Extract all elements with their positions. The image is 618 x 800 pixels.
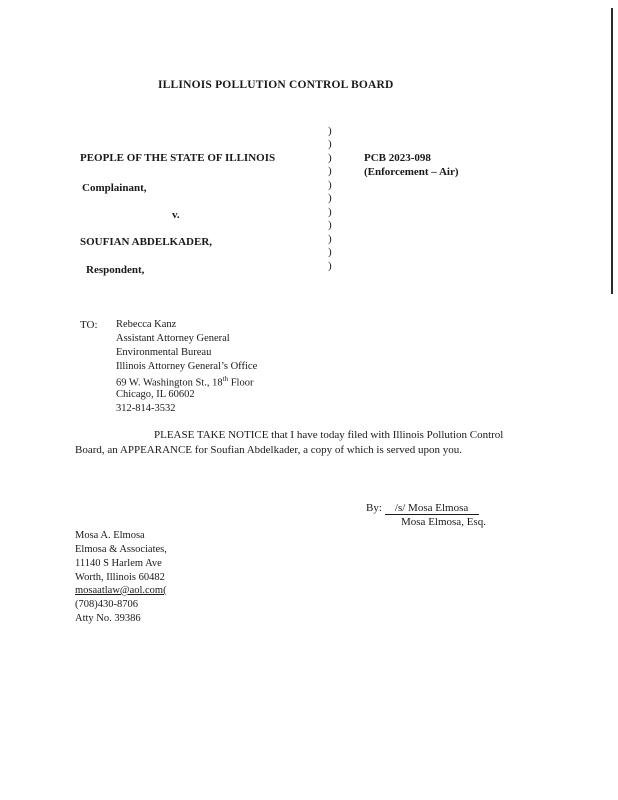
caption-paren: ) (328, 219, 332, 231)
attorney-phone: (708)430-8706 (75, 599, 138, 610)
notice-line-2: Board, an APPEARANCE for Soufian Abdelkader, a copy of which is served upon you. (75, 444, 462, 456)
recipient-title: Assistant Attorney General (116, 333, 230, 344)
notice-line-1: PLEASE TAKE NOTICE that I have today filed with Illinois Pollution Control (154, 429, 504, 441)
attorney-street: 11140 S Harlem Ave (75, 558, 162, 569)
caption-paren: ) (328, 260, 332, 272)
attorney-city: Worth, Illinois 60482 (75, 572, 165, 583)
caption-paren: ) (328, 125, 332, 137)
floor-text: Floor (228, 377, 254, 389)
to-label: TO: (80, 319, 98, 331)
recipient-phone: 312-814-3532 (116, 403, 176, 414)
scan-edge-line (611, 8, 613, 294)
signer-printed-name: Mosa Elmosa, Esq. (401, 516, 486, 528)
board-title: ILLINOIS POLLUTION CONTROL BOARD (158, 79, 394, 91)
defendant-role: Respondent, (86, 264, 145, 276)
signature-line (366, 502, 479, 515)
caption-paren: ) (328, 246, 332, 258)
e-signature-text: /s/ Mosa Elmosa (394, 502, 469, 514)
caption-paren: ) (328, 152, 332, 164)
caption-paren: ) (328, 206, 332, 218)
plaintiff-name: PEOPLE OF THE STATE OF ILLINOIS (80, 152, 276, 164)
case-number: PCB 2023-098 (364, 152, 431, 164)
recipient-street-text: 69 W. Washington St., 18 (116, 377, 223, 389)
caption-paren: ) (328, 138, 332, 150)
plaintiff-role: Complainant, (82, 182, 147, 194)
recipient-office: Illinois Attorney General’s Office (116, 361, 258, 372)
attorney-name: Mosa A. Elmosa (75, 530, 145, 541)
attorney-firm: Elmosa & Associates, (75, 544, 167, 555)
attorney-number: Atty No. 39386 (75, 613, 141, 624)
caption-paren: ) (328, 179, 332, 191)
attorney-email-link[interactable]: mosaatlaw@aol.com( (75, 585, 167, 596)
case-type: (Enforcement – Air) (364, 166, 459, 178)
recipient-city: Chicago, IL 60602 (116, 389, 195, 400)
caption-paren: ) (328, 233, 332, 245)
versus-label: v. (172, 209, 180, 221)
defendant-name: SOUFIAN ABDELKADER, (80, 236, 213, 248)
recipient-bureau: Environmental Bureau (116, 347, 212, 358)
e-signature (385, 502, 479, 515)
by-label: By: (366, 502, 382, 514)
caption-paren: ) (328, 192, 332, 204)
caption-paren: ) (328, 165, 332, 177)
recipient-street (116, 375, 253, 389)
recipient-name: Rebecca Kanz (116, 319, 177, 330)
floor-superscript: th (222, 375, 229, 383)
